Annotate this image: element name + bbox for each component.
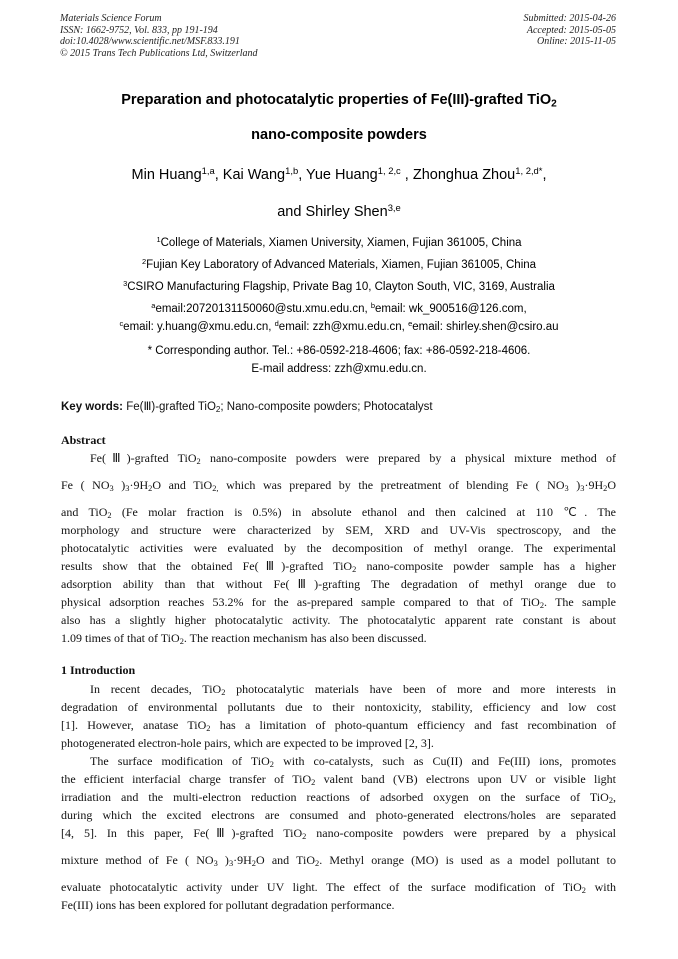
online-date: Online: 2015-11-05 [537, 36, 616, 47]
author-name: Kai Wang [222, 167, 286, 183]
author-list: Min Huang$^{1,a}$, Kai Wang$^{1,b}$, Yue Huang$^{1, 2,c}$ , Zhonghua Zhou$^{1, 2,d*}$, [131, 164, 547, 183]
corresponding-email: E-mail address: zzh@xmu.edu.cn. [251, 363, 427, 375]
text-line: and TiO$_2$ (Fe molar fraction is 0.5%) in absolute ethanol and then calcined at 110 ℃. The [61, 505, 616, 521]
text-line: results show that the obtained Fe(Ⅲ)-grafted TiO$_2$ nano-composite powder sample has a higher [61, 559, 616, 575]
text-line: evaluate photocatalytic activity under UV light. The effect of the surface modification of TiO$_2$ with [61, 880, 616, 896]
text-line: physical adsorption reaches 53.2% for the as-prepared sample compared to that of TiO$_2$. The sample [61, 595, 616, 611]
text-line: The surface modification of TiO$_2$ with co-catalysts, such as Cu(II) and Fe(III) ions, promotes [90, 754, 616, 770]
text-line: degradation of environmental pollutants due to their nontoxicity, stability, efficiency and low cost [61, 700, 616, 714]
email-link: email: zzh@xmu.edu.cn, [278, 321, 409, 333]
text-line: Fe(III) ions has been explored for pollutant degradation performance. [61, 898, 395, 912]
journal-name: Materials Science Forum [60, 13, 162, 24]
text-line: morphology and structure were characterized by SEM, XRD and UV-Vis spectroscopy, and the [61, 523, 616, 537]
paper-title-line2: nano-composite powders [251, 127, 427, 143]
email-link: email: wk_900516@126.com, [375, 303, 527, 315]
author-list-line2: and Shirley Shen$^{3,e}$ [277, 201, 401, 220]
affiliation-2: $^2$Fujian Key Laboratory of Advanced Materials, Xiamen, Fujian 361005, China [141, 256, 537, 271]
author-name: Min Huang [131, 167, 202, 183]
affiliation-1: $^1$College of Materials, Xiamen University, Xiamen, Fujian 361005, China [156, 234, 522, 249]
text-line: adsorption ability than that without Fe(Ⅲ)-grafting The degradation of methyl orange due to [61, 577, 616, 591]
submitted-date: Submitted: 2015-04-26 [523, 13, 616, 24]
text-line: mixture method of Fe ( $NO_3$ )$_3\cdot 9H_2O$ and TiO$_2$. Methyl orange (MO) is used as a model pollutant to [61, 853, 617, 869]
copyright: © 2015 Trans Tech Publications Ltd, Switzerland [60, 47, 258, 59]
author-name: Shirley Shen [305, 204, 388, 220]
text-line: Fe(Ⅲ)-grafted TiO$_2$ nano-composite powders were prepared by a physical mixture method of [90, 451, 616, 467]
text-line: also has a slightly higher photocatalytic activity. The photocatalytic apparent rate constant is about [61, 613, 616, 627]
text-line: photocatalytic activities were evaluated by the decomposition of methyl orange. The experimental [61, 541, 616, 555]
text-line: photogenerated electron-hole pairs, which are expected to be improved [2, 3]. [61, 736, 434, 750]
text-line: In recent decades, TiO$_2$ photocatalytic materials have been of more and more interests in [90, 682, 617, 698]
corresponding-author: * Corresponding author. Tel.: +86-0592-218-4606; fax: +86-0592-218-4606. [147, 345, 531, 357]
introduction-heading: 1 Introduction [61, 663, 136, 677]
text-line: the efficient interfacial charge transfer of TiO$_2$ valent band (VB) electrons upon UV or visible light [61, 772, 617, 788]
text-line: during which the excited electrons are consumed and photo-generated electrons/holes are separated [61, 808, 616, 822]
author-name: Yue Huang [305, 167, 378, 183]
keywords: Key words: Fe(Ⅲ)-grafted TiO$_2$; Nano-composite powders; Photocatalyst [61, 401, 433, 414]
author-name: Zhonghua Zhou [412, 167, 516, 183]
text-line: Fe ( $NO_3$ )$_3\cdot 9H_2O$ and TiO$_{2,}$ which was prepared by the pretreatment of blending Fe ( $NO_3$ )$_3\cdot 9H_2O$ [61, 478, 617, 494]
abstract-heading: Abstract [61, 433, 106, 447]
journal-header-right [524, 13, 617, 48]
keywords-label: Key words: [61, 401, 123, 413]
text-line: 1.09 times of that of TiO$_2$. The reaction mechanism has also been discussed. [61, 631, 427, 647]
affiliation-3: $^3$CSIRO Manufacturing Flagship, Private Bag 10, Clayton South, VIC, 3169, Australia [123, 278, 555, 293]
text-line: [4, 5]. In this paper, Fe(Ⅲ)-grafted TiO$_2$ nano-composite powders were prepared by a physical [61, 826, 617, 842]
text-line: irradiation and the multi-electron reduction reactions of adsorbed oxygen on the surface of TiO$_2$, [61, 790, 616, 806]
journal-header-left [60, 13, 258, 59]
issn-info: ISSN: 1662-9752, Vol. 833, pp 191-194 [60, 24, 218, 36]
paper-title-line1: Preparation and photocatalytic properties of Fe(III)-grafted TiO$_2$ [121, 92, 557, 110]
email-line-1: $^a$email:20720131150060@stu.xmu.edu.cn, $^b$email: wk_900516@126.com, [151, 300, 527, 315]
accepted-date: Accepted: 2015-05-05 [526, 24, 616, 36]
email-link: email: y.huang@xmu.edu.cn, [123, 321, 275, 333]
email-link: email: shirley.shen@csiro.au [412, 321, 559, 333]
email-line-2: $^c$email: y.huang@xmu.edu.cn, $^d$email: zzh@xmu.edu.cn, $^e$email: shirley.shen@csiro.au [119, 318, 559, 333]
doi: doi:10.4028/www.scientific.net/MSF.833.191 [60, 36, 240, 47]
text-line: [1]. However, anatase TiO$_2$ has a limitation of photo-quantum efficiency and fast recombination of [61, 718, 617, 734]
email-link: email:20720131150060@stu.xmu.edu.cn, [155, 303, 371, 315]
